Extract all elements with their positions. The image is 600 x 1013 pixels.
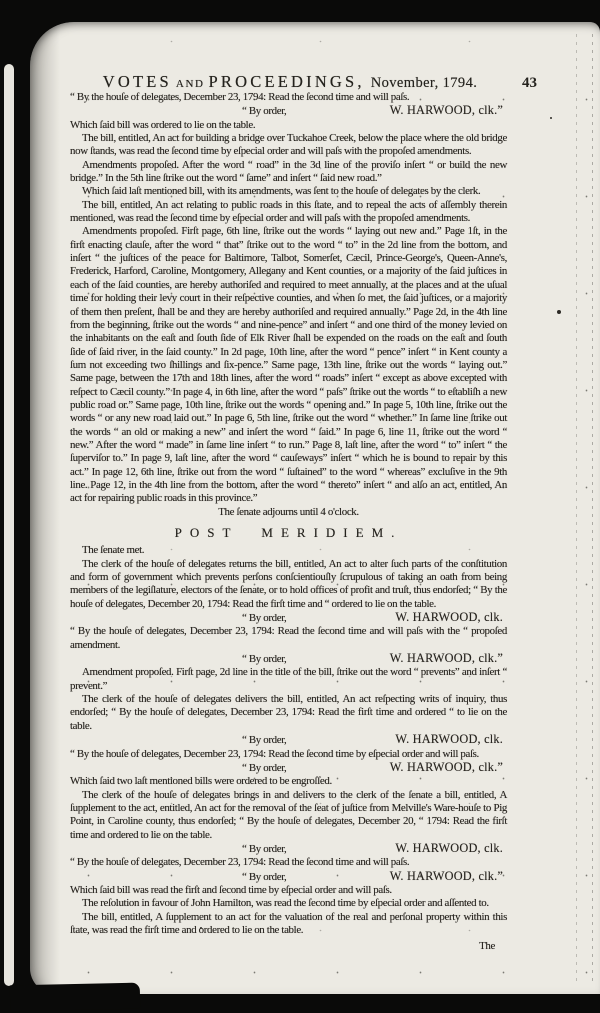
- paragraph: Amendments propoſed. After the word “ road” in the 3d line of the proviſo inſert “ or build the new bridge.” In the 5th line ſtrike out the word “ ſame” and inſert “ ſaid new road.”: [70, 158, 507, 185]
- scan-shadow-tongue: [10, 983, 141, 1012]
- by-order-line: [70, 733, 507, 747]
- paragraph: “ By the houſe of delegates, December 23, 1794: Read the ſecond time by eſpecial order and will paſs.: [70, 747, 479, 760]
- by-order-label: “ By order,: [242, 842, 287, 855]
- catchword: The: [479, 940, 495, 953]
- ink-speck: [550, 117, 552, 119]
- by-order-label: “ By order,: [242, 612, 287, 625]
- by-order-label: “ By order,: [242, 653, 287, 666]
- paragraph: Amendment propoſed. Firſt page, 2d line in the title of the bill, ſtrike out the word “ prevents” and inſert “ prevent.”: [70, 666, 507, 692]
- paragraph: Which ſaid bill was read the firſt and ſecond time by eſpecial order and will paſs.: [70, 883, 392, 896]
- paragraph: Which ſaid two laſt mentioned bills were ordered to be engroſſed.: [70, 775, 332, 788]
- section-heading: POST MERIDIEM.: [174, 525, 403, 540]
- paragraph: Which ſaid laſt mentioned bill, with its amendments, was ſent to the houſe of delegates by the clerk.: [82, 185, 481, 198]
- paragraph: “ By the houſe of delegates, December 23, 1794: Read the ſecond time and will paſs.: [70, 856, 410, 869]
- paragraph: “ By the houſe of delegates, December 23, 1794: Read the ſecond time and will paſs.: [70, 91, 410, 103]
- paragraph: The bill, entitled, An act for building a bridge over Tuckahoe Creek, below the place where the old bridge now ſtands, was read the ſecond time by eſpecial order and will paſs with the propoſed amendments.: [70, 132, 507, 158]
- clerk-signature: W. HARWOOD, clk.: [395, 610, 503, 625]
- running-title-and: AND: [175, 78, 205, 90]
- by-order-label: “ By order,: [242, 105, 287, 118]
- by-order-label: “ By order,: [242, 734, 287, 747]
- paragraph: The bill, entitled, A ſupplement to an act for the valuation of the real and perſonal property within this ſtate, was read the firſt time and ordered to lie on the table.: [70, 910, 507, 936]
- adjournment-line: The ſenate adjourns until 4 o'clock.: [218, 505, 359, 518]
- page-edge-strip: [4, 64, 14, 986]
- by-order-line: [70, 761, 507, 775]
- paragraph: The clerk of the houſe of delegates brings in and delivers to the clerk of the ſenate a bill, entitled, A ſupplement to the act, entitled, An act for the removal of the ſeat of juſtice from Melville's Ware-houſe to Pig Point, in Caroline county, thus endorſed; “ By the houſe of delegates, December 20, “ 1794: Read the firſt time and ordered to lie on the table.: [70, 788, 507, 841]
- by-order-line: [70, 842, 507, 856]
- paragraph: The clerk of the houſe of delegates returns the bill, entitled, An act to alter ſuch parts of the conſtitution and form of government which prevents perſons conſcientiouſly ſcrupulous of taking an oath from being members of the legiſlature, electors of the ſenate, or to hold offices of profit and truſt, thus endorſed; “ By the houſe of delegates, December 20, 1794: Read the firſt time and “ ordered to lie on the table.: [70, 557, 507, 610]
- paragraph: The clerk of the houſe of delegates delivers the bill, entitled, An act reſpecting writs of inquiry, thus endorſed; “ By the houſe of delegates, December 23, 1794: Read the firſt time and ordered “ to lie on the table.: [70, 693, 507, 732]
- scan-artifact-line: [576, 34, 577, 986]
- paragraph: Which ſaid bill was ordered to lie on the table.: [70, 118, 256, 131]
- by-order-line: [70, 611, 507, 625]
- clerk-signature: W. HARWOOD, clk.: [395, 840, 503, 855]
- clerk-signature: W. HARWOOD, clk.: [395, 732, 503, 747]
- page-header: [68, 72, 512, 92]
- paragraph: The ſenate met.: [82, 544, 145, 557]
- clerk-signature: W. HARWOOD, clk.”: [389, 868, 503, 883]
- running-title-2: PROCEEDINGS,: [208, 72, 365, 91]
- paragraph: The bill, entitled, An act relating to public roads in this ſtate, and to repeal the acts of aſſembly therein mentioned, was read the ſecond time by eſpecial order and will paſs with the propoſed amendments.: [70, 198, 507, 225]
- running-title-date: November, 1794.: [370, 75, 478, 91]
- by-order-label: “ By order,: [242, 870, 287, 883]
- by-order-line: [70, 652, 507, 666]
- paragraph: Amendments propoſed. Firſt page, 6th line, ſtrike out the words “ laying out new and.” Page 1ſt, in the firſt enacting clauſe, after the word “ that” ſtrike out to the word “ to” in the 2d line from the bottom, and inſert “ the juſtices of the peace for Baltimore, Talbot, Somerſet, Cæcil, Prince-George's, Queen-Anne's, Frederick, Harford, Caroline, Montgomery, Allegany and Kent counties, or a majority of the ſaid juſtices in each of the ſaid counties, are hereby authoriſed and required to meet annually, at the places and at the uſual time for holding their levy court in their reſpective counties, and when ſo met, the ſaid juſtices, or a majority of them then preſent, ſhall be and they are hereby authoriſed and required annually.” Page 2d, in the 4th line from the beginning, ſtrike out the words “ and nine-pence” and inſert “ and one third of the money levied on the inhabitants on the eaſt and ſouth ſide of Elk River ſhall be expended on the roads on the eaſt and ſouth ſide of ſaid river, in the ſaid county.” In 2d page, 10th line, after the word “ pence” inſert “ in Kent county a ſum not exceeding two ſhillings and ſix-pence.” Same page, 13th line, ſtrike out the words “ laying out.” Same page, between the 17th and 18th lines, after the word “ roads” inſert “ except as above excepted with reſpect to Cæcil county.” In page 4, in 6th line, after the word “ paſs” ſtrike out the words “ to eſtabliſh a new public road or.” Same page, 10th line, ſtrike out the words “ opening and.” In page 5, 10th line, ſtrike out the words “ or any new road laid out.” In page 6, 5th line, ſtrike out the word “ whether.” In ſame line ſtrike out the words “ an old or making a new” and inſert the word “ ſaid.” In page 6, line 11, ſtrike out the word “ new.” After the word “ made” in ſame line inſert “ to run.” Page 8, laſt line, after the word “ to” inſert “ the ſuperviſor to.” In page 9, laſt line, after the word “ cauſeways” inſert “ which he is bound to repair by this act.” In page 12, 6th line, ſtrike out from the word “ ſuſtained” to the word “ whereas” excluſive in the 9th line. Page 12, in the 4th line from the bottom, after the word “ thereto” inſert “ and alſo an act, entitled, An act for repairing public roads in this province.”: [70, 225, 507, 505]
- by-order-line: [70, 104, 507, 118]
- clerk-signature: W. HARWOOD, clk.”: [389, 103, 503, 118]
- by-order-line: [70, 870, 507, 884]
- paragraph: “ By the houſe of delegates, December 23, 1794: Read the ſecond time and will paſs with the “ propoſed amendment.: [70, 625, 507, 651]
- document-body: [70, 91, 507, 954]
- page-number: 43: [522, 75, 537, 91]
- by-order-label: “ By order,: [242, 761, 287, 774]
- scan-artifact-line: [592, 34, 593, 986]
- clerk-signature: W. HARWOOD, clk.”: [389, 651, 503, 666]
- ink-speck: [557, 310, 561, 314]
- scanned-page: [30, 22, 600, 994]
- paragraph: The reſolution in favour of John Hamilton, was read the ſecond time by eſpecial order and aſſented to.: [82, 897, 489, 910]
- running-title: VOTES: [102, 72, 172, 91]
- clerk-signature: W. HARWOOD, clk.”: [389, 759, 503, 774]
